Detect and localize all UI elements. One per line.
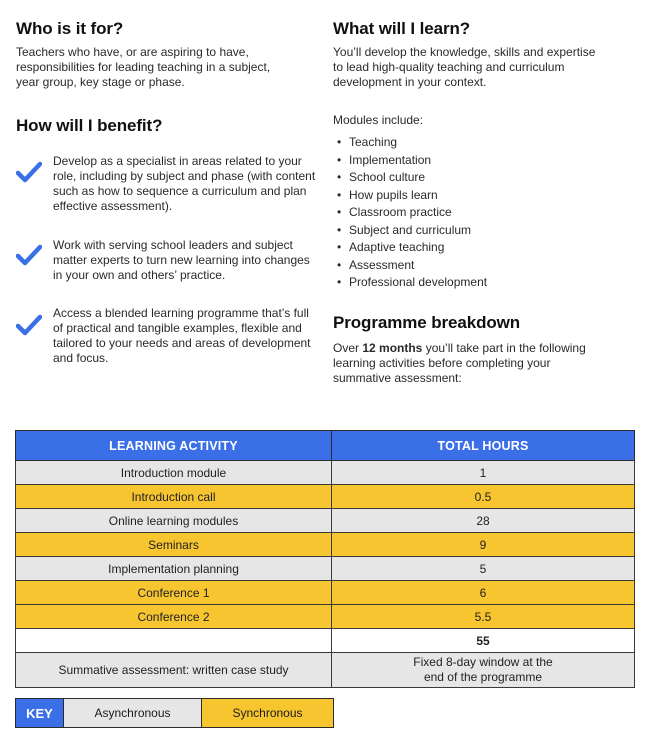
duration-highlight: 12 months bbox=[362, 341, 423, 355]
module-item: • Subject and curriculum bbox=[337, 222, 472, 237]
modules-intro: Modules include: bbox=[333, 113, 424, 127]
module-item: • How pupils learn bbox=[337, 187, 438, 202]
key-asynchronous: Asynchronous bbox=[63, 699, 201, 727]
breakdown-table bbox=[15, 430, 635, 688]
table-header bbox=[16, 431, 635, 461]
module-item: • Adaptive teaching bbox=[337, 240, 445, 254]
activity-cell: Introduction module bbox=[16, 461, 332, 485]
hours-cell: 0.5 bbox=[332, 485, 635, 509]
hours-cell: 6 bbox=[332, 581, 635, 605]
hours-cell: 1 bbox=[332, 461, 635, 485]
learn-text: You’ll develop the knowledge, skills and expertise to lead high-quality teaching and curriculum development in your context. bbox=[333, 45, 596, 89]
hours-cell: 5 bbox=[332, 557, 635, 581]
activity-cell: Conference 2 bbox=[16, 605, 332, 629]
breakdown-text: Over 12 months you’ll take part in the following learning activities before completing your summative assessment: bbox=[333, 341, 586, 385]
total-label-cell bbox=[16, 629, 332, 653]
hours-cell: 28 bbox=[332, 509, 635, 533]
table-row bbox=[16, 509, 635, 533]
column-header-activity: LEARNING ACTIVITY bbox=[16, 431, 332, 461]
table-row bbox=[16, 461, 635, 485]
table-row bbox=[16, 533, 635, 557]
checkmark-icon bbox=[16, 161, 42, 183]
benefit-text: Work with serving school leaders and subject matter experts to turn new learning into changes in your own and others’ practice. bbox=[53, 238, 310, 282]
activity-cell: Online learning modules bbox=[16, 509, 332, 533]
modules-list bbox=[337, 134, 487, 292]
module-item: • Assessment bbox=[337, 257, 415, 272]
column-header-hours: TOTAL HOURS bbox=[332, 431, 635, 461]
summative-row bbox=[16, 653, 635, 688]
module-item: • School culture bbox=[337, 170, 426, 184]
benefit-text: Access a blended learning programme that’s full of practical and tangible examples, flexible and tailored to your needs and areas of development and focus. bbox=[53, 306, 311, 365]
total-row bbox=[16, 629, 635, 653]
module-item: • Implementation bbox=[337, 152, 432, 167]
table-row bbox=[16, 557, 635, 581]
breakdown-heading: Programme breakdown bbox=[333, 313, 521, 332]
module-item: • Teaching bbox=[337, 135, 398, 149]
benefit-heading: How will I benefit? bbox=[16, 116, 163, 135]
module-item: • Classroom practice bbox=[337, 205, 452, 219]
checkmark-icon bbox=[16, 314, 42, 336]
total-hours-cell: 55 bbox=[332, 629, 635, 653]
who-heading: Who is it for? bbox=[16, 19, 124, 38]
learn-heading: What will I learn? bbox=[333, 19, 471, 38]
checkmark-icon bbox=[16, 244, 42, 266]
who-text: Teachers who have, or are aspiring to have, responsibilities for leading teaching in a subject, year group, key stage or phase. bbox=[16, 45, 271, 89]
activity-cell: Conference 1 bbox=[16, 581, 332, 605]
activity-cell: Summative assessment: written case study bbox=[16, 653, 332, 688]
module-item: • Professional development bbox=[337, 275, 488, 289]
legend-key bbox=[15, 698, 334, 728]
hours-cell: 5.5 bbox=[332, 605, 635, 629]
hours-cell: Fixed 8-day window at the end of the programme bbox=[332, 653, 635, 688]
benefit-text: Develop as a specialist in areas related to your role, including by subject and phase (with content such as how to sequence a curriculum and plan effective assessment). bbox=[53, 154, 316, 213]
activity-cell: Implementation planning bbox=[16, 557, 332, 581]
key-synchronous: Synchronous bbox=[201, 699, 333, 727]
activity-cell: Introduction call bbox=[16, 485, 332, 509]
table-row bbox=[16, 605, 635, 629]
activity-cell: Seminars bbox=[16, 533, 332, 557]
table-row bbox=[16, 581, 635, 605]
table-row bbox=[16, 485, 635, 509]
key-label: KEY bbox=[16, 699, 63, 727]
hours-cell: 9 bbox=[332, 533, 635, 557]
